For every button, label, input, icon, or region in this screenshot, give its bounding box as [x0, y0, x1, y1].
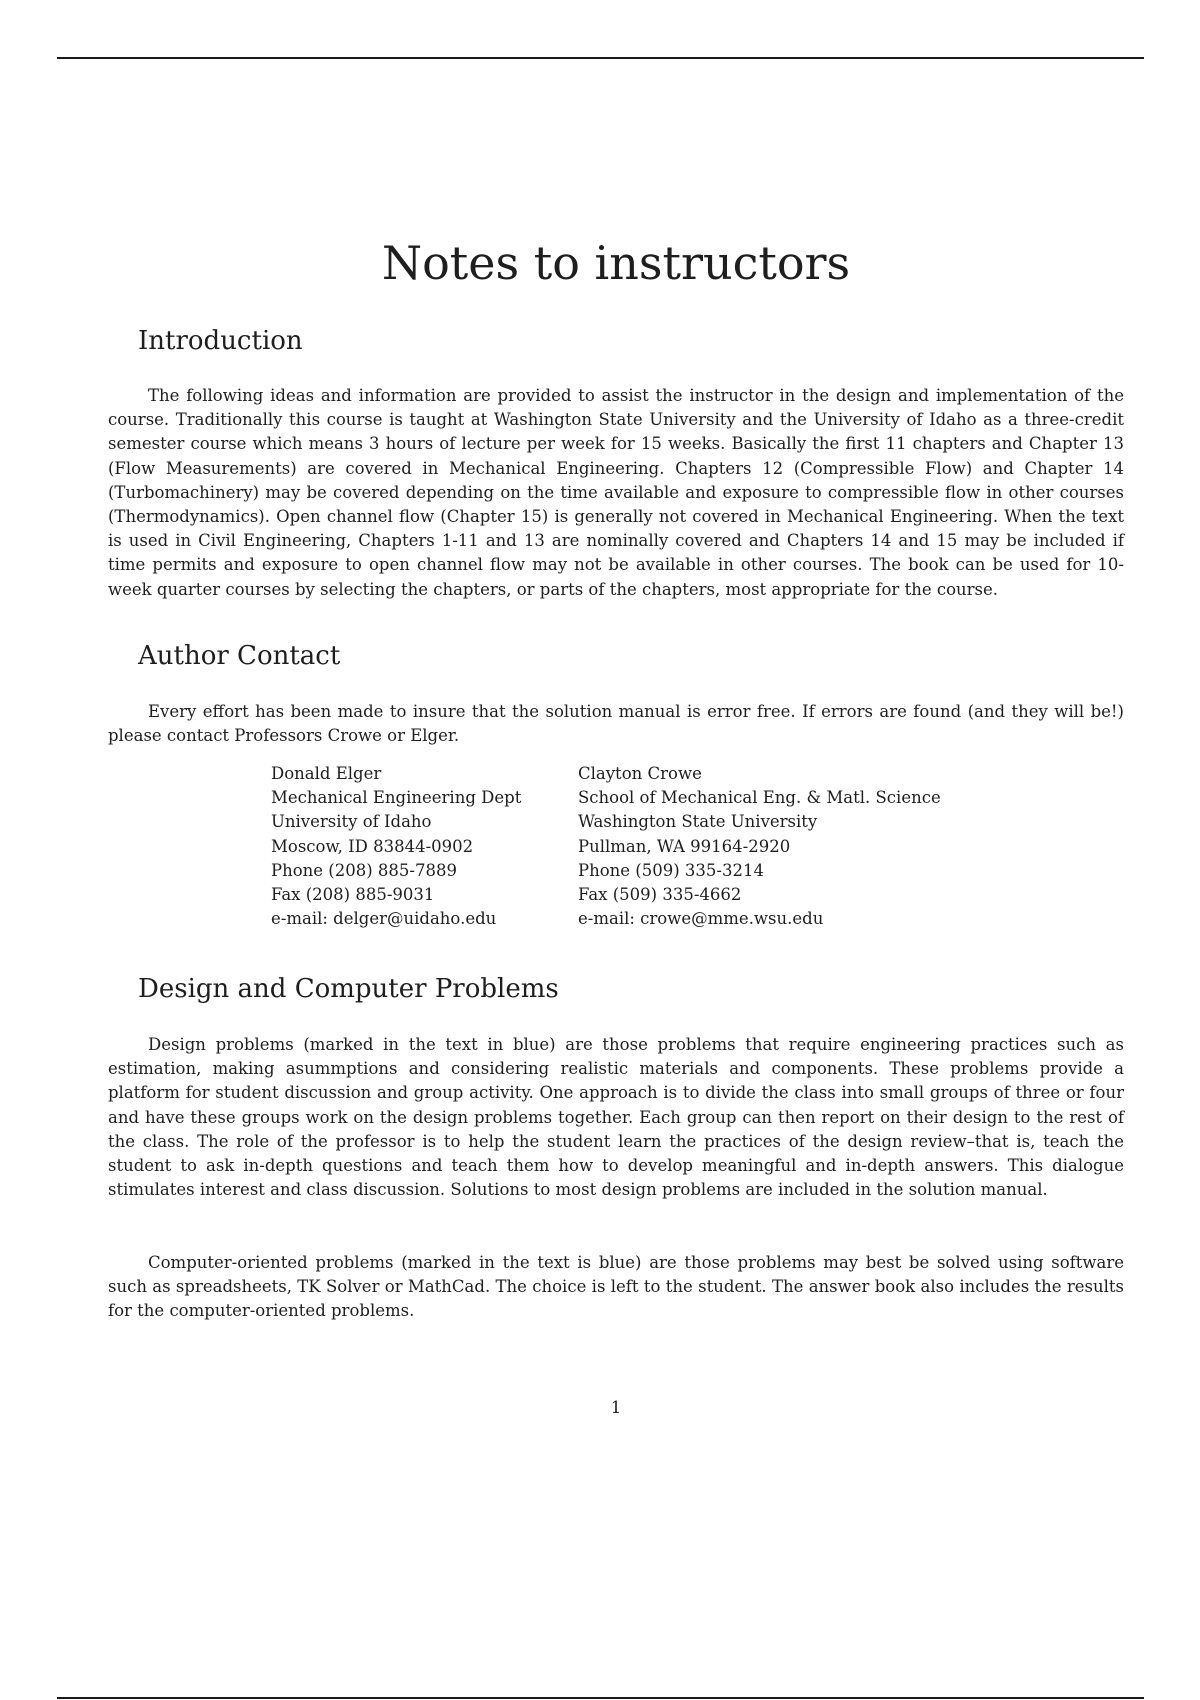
contact-institution: University of Idaho	[271, 812, 432, 832]
contact-address: Pullman, WA 99164-2920	[578, 836, 791, 856]
bottom-rule	[57, 1697, 1144, 1699]
contact-name: Clayton Crowe	[578, 764, 702, 783]
contact-address: Moscow, ID 83844-0902	[271, 836, 474, 856]
contact-department: Mechanical Engineering Dept	[271, 788, 522, 808]
computer-problems-paragraph: Computer-oriented problems (marked in the text is blue) are those problems may best be solved using software such as spreadsheets, TK Solver or MathCad. The choice is left to the student. The answer book also includes the results for the computer-oriented problems.	[108, 1253, 1124, 1321]
contact-elger	[271, 762, 521, 931]
author-contact-heading: Author Contact	[138, 641, 341, 671]
contact-name: Donald Elger	[271, 764, 382, 783]
contact-fax: Fax (509) 335-4662	[578, 885, 742, 905]
introduction-paragraph: The following ideas and information are provided to assist the instructor in the design and implementation of the course. Traditionally this course is taught at Washington State University and the University of Idaho as a three-credit semester course which means 3 hours of lecture per week for 15 weeks. Basically the first 11 chapters and Chapter 13 (Flow Measurements) are covered in Mechanical Engineering. Chapters 12 (Compressible Flow) and Chapter 14 (Turbomachinery) may be covered depending on the time available and exposure to compressible flow in other courses (Thermodynamics). Open channel flow (Chapter 15) is generally not covered in Mechanical Engineering. When the text is used in Civil Engineering, Chapters 1-11 and 13 are nominally covered and Chapters 14 and 15 may be included if time permits and exposure to open channel flow may not be available in other courses. The book can be used for 10-week quarter courses by selecting the chapters, or parts of the chapters, most appropriate for the course.	[108, 386, 1124, 599]
page-number: 1	[610, 1398, 622, 1417]
contact-email: e-mail: crowe@mme.wsu.edu	[578, 909, 824, 929]
contact-crowe	[578, 762, 941, 931]
design-problems-heading: Design and Computer Problems	[138, 974, 559, 1004]
introduction-heading: Introduction	[138, 326, 303, 356]
contact-phone: Phone (208) 885-7889	[271, 860, 457, 880]
contact-email: e-mail: delger@uidaho.edu	[271, 909, 497, 929]
contact-phone: Phone (509) 335-3214	[578, 860, 764, 880]
page-title: Notes to instructors	[381, 236, 851, 290]
top-rule	[57, 57, 1144, 59]
design-problems-paragraph: Design problems (marked in the text in blue) are those problems that require engineering practices such as estimation, making asummptions and considering realistic materials and components. These problems provide a platform for student discussion and group activity. One approach is to divide the class into small groups of three or four and have these groups work on the design problems together. Each group can then report on their design to the rest of the class. The role of the professor is to help the student learn the practices of the design review–that is, teach the student to ask in-depth questions and teach them how to develop meaningful and in-depth answers. This dialogue stimulates interest and class discussion. Solutions to most design problems are included in the solution manual.	[108, 1035, 1124, 1200]
contact-institution: Washington State University	[578, 812, 818, 832]
contact-fax: Fax (208) 885-9031	[271, 885, 435, 905]
contact-department: School of Mechanical Eng. & Matl. Science	[578, 788, 941, 808]
author-contact-paragraph: Every effort has been made to insure that the solution manual is error free. If errors are found (and they will be!) please contact Professors Crowe or Elger.	[108, 702, 1124, 746]
